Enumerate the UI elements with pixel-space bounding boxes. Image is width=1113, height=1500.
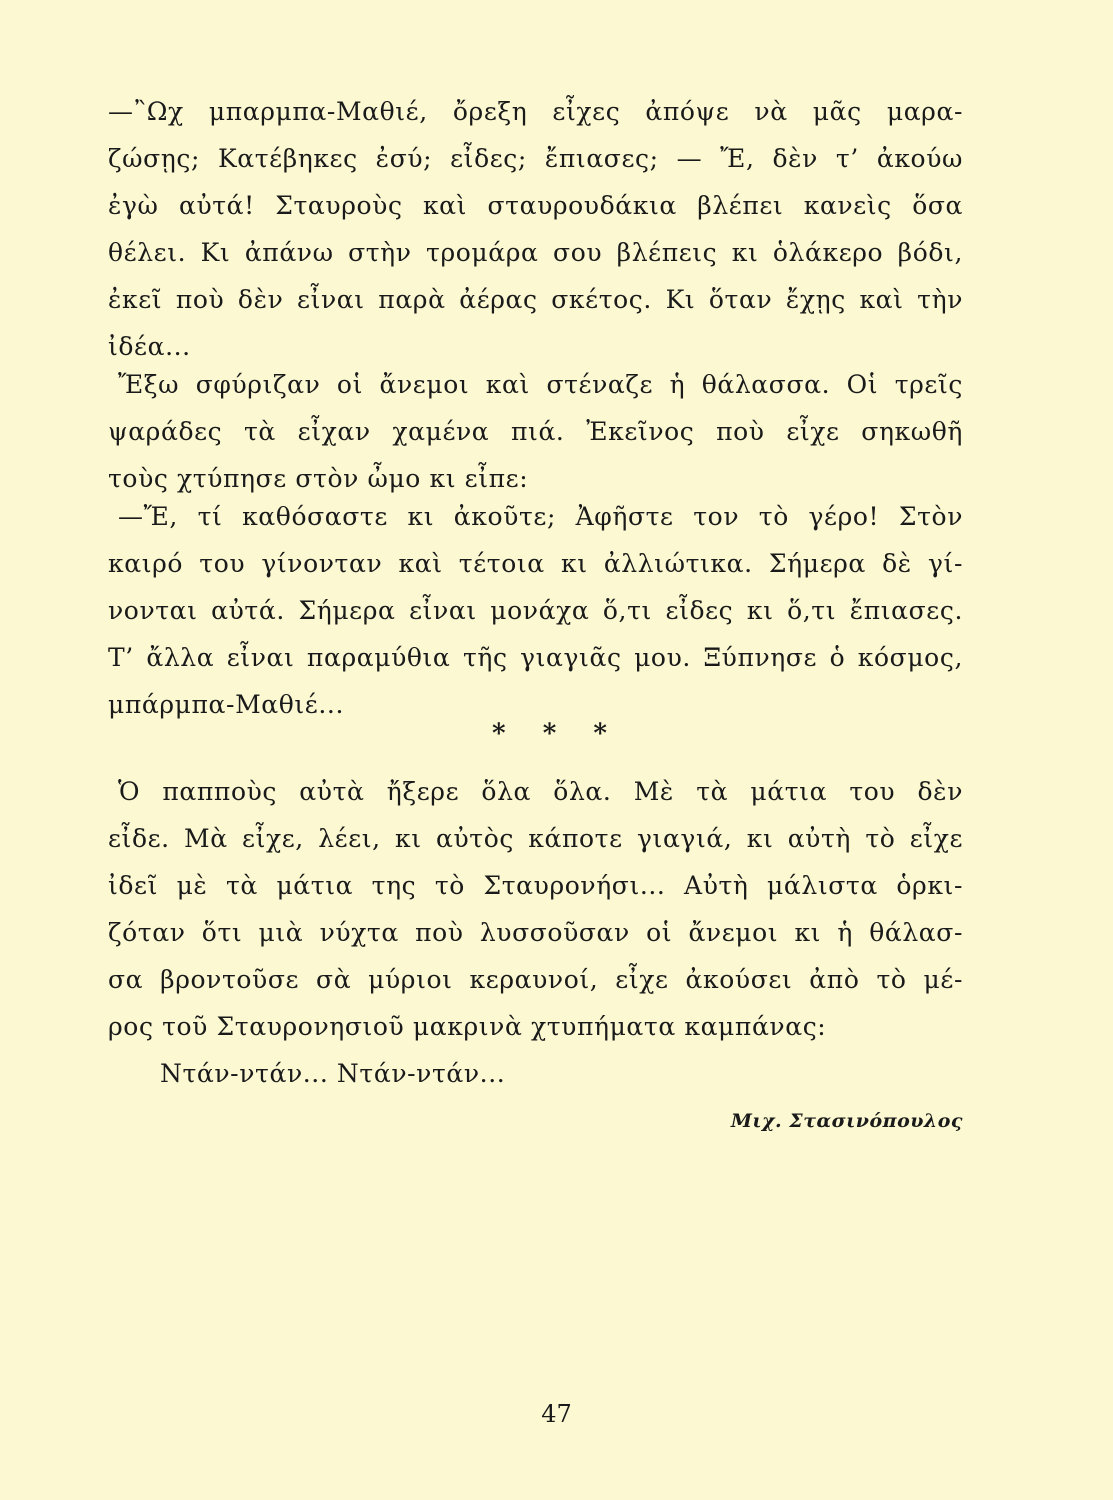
page-number: 47 <box>541 1400 572 1428</box>
text-line: ζώσῃς; Κατέβηκες ἐσύ; εἶδες; ἔπιασες; — Ἔ, δὲν τ’ ἀκούω <box>108 144 963 173</box>
text-line: ἰδεῖ μὲ τὰ μάτια της τὸ Σταυρονήσι... Αὐτὴ μάλιστα ὁρκι- <box>108 871 963 900</box>
section-separator: * * * <box>492 719 621 749</box>
closing-line: Ντάν-ντάν... Ντάν-ντάν... <box>160 1059 506 1088</box>
text-line: νονται αὐτά. Σήμερα εἶναι μονάχα ὅ,τι εἶδες κι ὅ,τι ἔπιασες. <box>108 596 963 625</box>
text-line: Τ’ ἄλλα εἶναι παραμύθια τῆς γιαγιᾶς μου. Ξύπνησε ὁ κόσμος, <box>108 643 963 672</box>
text-line: Ἔξω σφύριζαν οἱ ἄνεμοι καὶ στέναζε ἡ θάλασσα. Οἱ τρεῖς <box>118 370 963 399</box>
text-line: εἶδε. Μὰ εἶχε, λέει, κι αὐτὸς κάποτε γιαγιά, κι αὐτὴ τὸ εἶχε <box>108 824 963 853</box>
author-signature: Μιχ. Στασινόπουλος <box>730 1110 963 1132</box>
text-line: ἐγὼ αὐτά! Σταυροὺς καὶ σταυρουδάκια βλέπει κανεὶς ὅσα <box>108 191 963 220</box>
text-line: θέλει. Κι ἀπάνω στὴν τρομάρα σου βλέπεις κι ὁλάκερο βόδι, <box>108 238 963 267</box>
text-line: ρος τοῦ Σταυρονησιοῦ μακρινὰ χτυπήματα καμπάνας: <box>108 1012 827 1041</box>
text-line: σα βροντοῦσε σὰ μύριοι κεραυνοί, εἶχε ἀκούσει ἀπὸ τὸ μέ- <box>108 965 963 994</box>
text-line: —῍Ωχ μπαρμπα-Μαθιέ, ὄρεξη εἶχες ἀπόψε νὰ μᾶς μαρα- <box>108 97 963 126</box>
text-line: τοὺς χτύπησε στὸν ὦμο κι εἶπε: <box>108 464 529 493</box>
text-line: —Ἔ, τί καθόσαστε κι ἀκοῦτε; Ἀφῆστε τον τὸ γέρο! Στὸν <box>118 502 963 531</box>
text-line: ἰδέα... <box>108 332 191 361</box>
text-line: μπάρμπα-Μαθιέ... <box>108 690 344 719</box>
text-line: ζόταν ὅτι μιὰ νύχτα ποὺ λυσσοῦσαν οἱ ἄνεμοι κι ἡ θάλασ- <box>108 918 963 947</box>
text-line: ψαράδες τὰ εἶχαν χαμένα πιά. Ἐκεῖνος ποὺ εἶχε σηκωθῆ <box>108 417 963 446</box>
text-line: καιρό του γίνονταν καὶ τέτοια κι ἀλλιώτικα. Σήμερα δὲ γί- <box>108 549 963 578</box>
text-line: Ὁ παπποὺς αὐτὰ ἤξερε ὅλα ὅλα. Μὲ τὰ μάτια του δὲν <box>118 777 963 806</box>
text-line: ἐκεῖ ποὺ δὲν εἶναι παρὰ ἀέρας σκέτος. Κι ὅταν ἔχῃς καὶ τὴν <box>108 285 963 314</box>
